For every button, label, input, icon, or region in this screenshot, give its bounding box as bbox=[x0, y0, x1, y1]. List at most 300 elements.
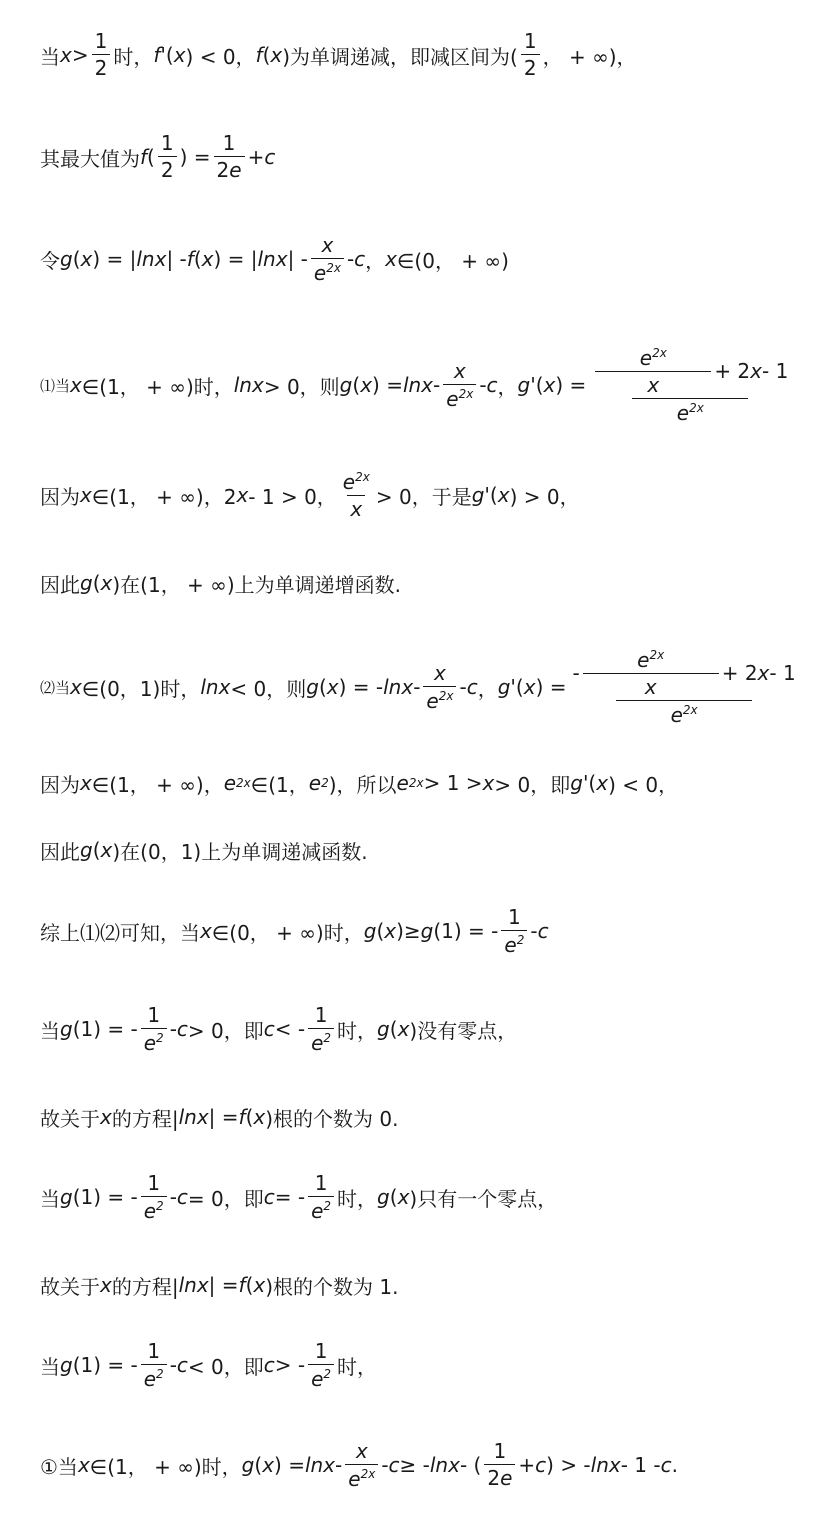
var-c: c bbox=[176, 1017, 188, 1041]
numerator: 1 bbox=[147, 1338, 161, 1363]
text: ( bbox=[262, 43, 271, 67]
den-coef: 2 bbox=[216, 158, 230, 182]
text: 综上⑴⑵可知，当 bbox=[40, 920, 200, 945]
text: ∈(1， + ∞)时， bbox=[89, 1454, 242, 1479]
text: ∈(1， bbox=[250, 772, 309, 797]
exponent: 2 bbox=[156, 1198, 164, 1213]
text: < 0，即 bbox=[187, 1354, 264, 1379]
inner-numerator bbox=[634, 649, 667, 673]
text: ( bbox=[245, 1105, 254, 1129]
line-9 bbox=[40, 805, 810, 895]
fraction-x-over-e2x bbox=[443, 358, 476, 411]
denominator bbox=[308, 1196, 334, 1222]
den-e: e bbox=[426, 688, 439, 713]
var-g: g bbox=[377, 1185, 390, 1209]
text: ) = | bbox=[213, 247, 258, 271]
den-e: e bbox=[313, 260, 327, 285]
numerator: 1 bbox=[314, 1338, 328, 1363]
text: - bbox=[479, 373, 487, 397]
fraction-one-over-e2 bbox=[141, 1170, 167, 1223]
text: ①当 bbox=[40, 1454, 78, 1479]
exponent: 2x bbox=[438, 688, 454, 703]
var-x: x bbox=[173, 43, 186, 67]
text: ) > 0， bbox=[509, 484, 580, 509]
numerator: 1 bbox=[222, 131, 236, 155]
var-x: x bbox=[596, 771, 609, 795]
text: )根的个数为 0. bbox=[265, 1106, 399, 1131]
text: ∈(1， + ∞)，2 bbox=[91, 484, 237, 509]
text: ， + ∞)， bbox=[542, 44, 637, 69]
denominator bbox=[423, 686, 456, 712]
line-11 bbox=[40, 984, 810, 1074]
line-6 bbox=[40, 538, 810, 628]
text: - 1 - bbox=[620, 1453, 661, 1477]
var-g: g bbox=[80, 571, 93, 595]
numerator: 1 bbox=[94, 29, 108, 53]
text: ) = bbox=[555, 373, 587, 397]
fraction-one-half bbox=[158, 133, 177, 181]
fraction-e2x-over-x bbox=[340, 471, 373, 520]
fraction-one-over-2e bbox=[484, 1441, 515, 1489]
text: (1) = - bbox=[72, 1353, 138, 1377]
text: 当 bbox=[40, 1186, 60, 1211]
var-g: g bbox=[60, 1017, 73, 1041]
text: ( bbox=[92, 838, 101, 862]
denominator bbox=[443, 384, 476, 410]
text: )在(1， + ∞)上为单调递增函数. bbox=[112, 572, 401, 597]
exponent: 2x bbox=[652, 345, 667, 360]
denominator bbox=[484, 1464, 515, 1489]
text: '( bbox=[582, 771, 597, 795]
exponent: 2x bbox=[236, 776, 251, 790]
text: > 0，于是 bbox=[375, 484, 472, 509]
den-e: e bbox=[504, 932, 517, 957]
text: '( bbox=[484, 483, 498, 507]
text: 因此 bbox=[40, 572, 80, 597]
var-f: f bbox=[140, 145, 148, 169]
denominator bbox=[345, 1464, 378, 1490]
var-x: x bbox=[482, 771, 495, 795]
var-x: x bbox=[397, 1185, 410, 1209]
text: ( bbox=[147, 145, 155, 169]
text: ∈(0， + ∞)时， bbox=[211, 920, 364, 945]
text: ( bbox=[389, 1017, 398, 1041]
text: 时， bbox=[337, 1186, 378, 1211]
text: 因此 bbox=[40, 839, 80, 864]
text: ) < 0， bbox=[608, 772, 679, 797]
text: ( bbox=[72, 247, 81, 271]
text: ∈(1， + ∞)时， bbox=[81, 374, 234, 399]
text: < 0，则 bbox=[230, 676, 307, 701]
text: - bbox=[530, 919, 538, 943]
text: 的方程| bbox=[111, 1106, 179, 1131]
text: ， bbox=[477, 676, 498, 701]
exponent: 2x bbox=[408, 776, 424, 790]
inner-denominator: x bbox=[583, 673, 719, 698]
exponent: 2x bbox=[682, 702, 698, 717]
line-13 bbox=[40, 1152, 810, 1242]
text: = 0，即 bbox=[187, 1186, 264, 1211]
text: ( bbox=[193, 247, 202, 271]
denominator: 2 bbox=[158, 156, 177, 181]
line-3 bbox=[40, 214, 810, 304]
numerator: 1 bbox=[314, 1170, 328, 1195]
numerator: 1 bbox=[147, 1170, 161, 1195]
lnx: lnx bbox=[429, 1453, 460, 1477]
line-16 bbox=[40, 1420, 810, 1510]
text: '( bbox=[510, 675, 524, 699]
var-x: x bbox=[326, 675, 339, 699]
var-g: g bbox=[241, 1453, 255, 1477]
denominator: 2 bbox=[521, 54, 540, 79]
text: + 2 bbox=[714, 358, 751, 383]
var-x: x bbox=[384, 919, 397, 943]
text: < - bbox=[274, 1017, 306, 1041]
lnx: lnx bbox=[402, 373, 434, 397]
var-g: g bbox=[60, 247, 73, 271]
exponent: 2x bbox=[649, 647, 665, 662]
text: | = bbox=[208, 1273, 239, 1297]
fraction-one-over-e2 bbox=[308, 1170, 334, 1223]
den-e: e bbox=[143, 1030, 157, 1055]
text: ( bbox=[245, 1273, 254, 1297]
inner-fraction bbox=[595, 347, 711, 396]
var-x: x bbox=[70, 675, 82, 699]
denominator bbox=[308, 1028, 334, 1054]
numerator: 1 bbox=[508, 904, 521, 929]
den-e: e bbox=[143, 1366, 157, 1391]
text: )为单调递减，即减区间为( bbox=[282, 44, 518, 69]
var-x: x bbox=[757, 660, 770, 685]
var-g: g bbox=[497, 675, 511, 699]
text: ( bbox=[352, 373, 361, 397]
text: + 2 bbox=[721, 660, 758, 685]
var-c: c bbox=[535, 1453, 547, 1477]
text: ) < 0， bbox=[185, 44, 256, 69]
denominator bbox=[311, 258, 344, 284]
var-g: g bbox=[471, 483, 485, 507]
var-c: c bbox=[388, 1453, 400, 1477]
exponent: 2x bbox=[355, 469, 370, 484]
text: > 1 > bbox=[423, 771, 483, 795]
var-e: e bbox=[223, 771, 237, 795]
var-c: c bbox=[354, 247, 366, 271]
text: (1) = - bbox=[72, 1185, 138, 1209]
text: - 1 bbox=[762, 358, 789, 383]
text: 时， bbox=[337, 1354, 378, 1379]
text: - bbox=[572, 660, 580, 685]
lnx: lnx bbox=[257, 247, 288, 271]
line-14 bbox=[40, 1240, 810, 1330]
var-x: x bbox=[70, 373, 82, 397]
exponent: 2 bbox=[516, 932, 525, 947]
inner-fraction bbox=[583, 649, 719, 698]
var-x: x bbox=[360, 373, 373, 397]
var-f: f bbox=[238, 1273, 246, 1297]
text: 因为 bbox=[40, 772, 80, 797]
text: (1) = - bbox=[433, 919, 499, 943]
var-g: g bbox=[339, 373, 353, 397]
text: | = bbox=[208, 1105, 239, 1129]
lnx: lnx bbox=[590, 1453, 621, 1477]
denominator: 2 bbox=[92, 54, 111, 79]
denominator bbox=[141, 1196, 167, 1222]
var-f: f bbox=[186, 247, 194, 271]
inner-e: e bbox=[637, 647, 650, 672]
exponent: 2x bbox=[458, 386, 474, 401]
var-c: c bbox=[263, 1017, 275, 1041]
numerator: 1 bbox=[493, 1439, 507, 1463]
text: 故关于 bbox=[40, 1106, 100, 1131]
var-e: e bbox=[308, 771, 322, 795]
text: ∈(1， + ∞)， bbox=[91, 772, 224, 797]
numerator: 1 bbox=[147, 1002, 161, 1027]
text: > bbox=[71, 43, 89, 67]
exponent: 2 bbox=[156, 1366, 164, 1381]
var-x: x bbox=[60, 43, 72, 67]
text: '( bbox=[160, 43, 174, 67]
inner-denominator: x bbox=[595, 371, 711, 396]
text: . bbox=[671, 1453, 678, 1477]
lnx: lnx bbox=[136, 247, 167, 271]
var-x: x bbox=[236, 483, 249, 507]
text: '( bbox=[530, 373, 544, 397]
var-f: f bbox=[255, 43, 263, 67]
exponent: 2 bbox=[323, 1030, 332, 1045]
var-x: x bbox=[100, 838, 113, 862]
text: - bbox=[346, 247, 355, 271]
text: ⑵当 bbox=[40, 678, 71, 697]
text: > 0，即 bbox=[494, 772, 571, 797]
den-e: e bbox=[229, 158, 242, 182]
text: 当 bbox=[40, 44, 60, 69]
var-x: x bbox=[100, 571, 113, 595]
fraction-x-over-e2x bbox=[423, 660, 456, 713]
text: ( bbox=[389, 1185, 398, 1209]
denominator bbox=[632, 398, 748, 424]
den-e: e bbox=[670, 702, 683, 727]
text: | - bbox=[166, 247, 187, 271]
fraction-one-over-e2 bbox=[141, 1002, 167, 1055]
inner-e: e bbox=[639, 345, 653, 370]
var-c: c bbox=[466, 675, 478, 699]
text: ) = bbox=[372, 373, 403, 397]
var-g: g bbox=[570, 771, 583, 795]
numerator: x bbox=[453, 358, 466, 383]
text: - 1 > 0， bbox=[248, 484, 337, 509]
var-c: c bbox=[263, 1185, 275, 1209]
exponent: 2 bbox=[156, 1030, 164, 1045]
fraction-x-over-e2x bbox=[345, 1438, 378, 1491]
var-c: c bbox=[176, 1353, 188, 1377]
var-c: c bbox=[264, 145, 276, 169]
text: - bbox=[169, 1185, 177, 1209]
var-x: x bbox=[200, 919, 212, 943]
numerator: x bbox=[434, 660, 446, 685]
var-x: x bbox=[77, 1453, 90, 1477]
var-c: c bbox=[486, 373, 498, 397]
text: ， bbox=[497, 374, 518, 399]
text: > - bbox=[274, 1353, 306, 1377]
den-e: e bbox=[143, 1198, 157, 1223]
fraction-derivative bbox=[589, 347, 791, 424]
text: ( bbox=[318, 675, 327, 699]
var-x: x bbox=[497, 483, 510, 507]
exponent: 2x bbox=[689, 400, 704, 415]
fraction-one-half bbox=[521, 31, 540, 79]
text: )在(0，1)上为单调递减函数. bbox=[112, 839, 368, 864]
exponent: 2x bbox=[360, 1466, 376, 1481]
line-10 bbox=[40, 886, 810, 976]
num-e: e bbox=[342, 469, 356, 494]
text: ) > - bbox=[546, 1453, 591, 1477]
text: > 0，则 bbox=[263, 374, 340, 399]
text: 故关于 bbox=[40, 1274, 100, 1299]
denominator bbox=[501, 930, 527, 956]
inner-numerator bbox=[637, 347, 670, 371]
text: = - bbox=[274, 1185, 306, 1209]
var-x: x bbox=[100, 1273, 112, 1297]
text: - ( bbox=[459, 1453, 482, 1477]
exponent: 2 bbox=[321, 776, 329, 790]
fraction-one-over-e2 bbox=[308, 1002, 334, 1055]
numerator: 1 bbox=[314, 1002, 328, 1027]
numerator bbox=[589, 347, 791, 398]
text: ) = bbox=[179, 145, 211, 169]
var-g: g bbox=[420, 919, 434, 943]
text: + bbox=[518, 1453, 536, 1477]
var-x: x bbox=[80, 247, 93, 271]
denominator bbox=[141, 1364, 167, 1390]
text: + bbox=[247, 145, 265, 169]
var-x: x bbox=[270, 43, 283, 67]
var-g: g bbox=[60, 1185, 73, 1209]
text: ( bbox=[254, 1453, 263, 1477]
lnx: lnx bbox=[383, 675, 414, 699]
text: (1) = - bbox=[72, 1017, 138, 1041]
text: ( bbox=[92, 571, 101, 595]
fraction-one-half bbox=[92, 31, 111, 79]
text: ， bbox=[365, 248, 386, 273]
var-x: x bbox=[253, 1273, 266, 1297]
lnx: lnx bbox=[200, 675, 231, 699]
denominator bbox=[214, 156, 245, 181]
var-x: x bbox=[80, 771, 92, 795]
text: ) = - bbox=[338, 675, 384, 699]
lnx: lnx bbox=[178, 1105, 209, 1129]
var-g: g bbox=[377, 1017, 390, 1041]
text: 当 bbox=[40, 1018, 60, 1043]
var-x: x bbox=[543, 373, 556, 397]
text: 时， bbox=[337, 1018, 378, 1043]
text: | - bbox=[287, 247, 308, 271]
var-x: x bbox=[100, 1105, 112, 1129]
line-4 bbox=[40, 330, 810, 440]
line-1 bbox=[40, 10, 810, 100]
text: )≥ bbox=[396, 919, 421, 943]
lnx: lnx bbox=[233, 373, 264, 397]
var-x: x bbox=[385, 247, 397, 271]
exponent: 2 bbox=[323, 1366, 332, 1381]
text: - bbox=[169, 1353, 177, 1377]
numerator: x bbox=[355, 1438, 368, 1463]
line-2 bbox=[40, 112, 810, 202]
fraction-one-over-e2 bbox=[141, 1338, 167, 1391]
text: 当 bbox=[40, 1354, 60, 1379]
text: ) = | bbox=[92, 247, 137, 271]
var-x: x bbox=[201, 247, 214, 271]
text: ) = bbox=[274, 1453, 305, 1477]
text: - bbox=[335, 1453, 343, 1477]
var-c: c bbox=[176, 1185, 188, 1209]
text: ∈(0，1)时， bbox=[81, 676, 201, 701]
denominator bbox=[141, 1028, 167, 1054]
var-g: g bbox=[306, 675, 319, 699]
text: > 0，即 bbox=[187, 1018, 264, 1043]
var-x: x bbox=[523, 675, 536, 699]
text: ∈(0， + ∞) bbox=[397, 248, 509, 273]
exponent: 2 bbox=[323, 1198, 332, 1213]
var-g: g bbox=[60, 1353, 73, 1377]
text: 其最大值为 bbox=[40, 146, 140, 171]
var-g: g bbox=[80, 838, 93, 862]
var-x: x bbox=[80, 483, 92, 507]
var-x: x bbox=[262, 1453, 275, 1477]
var-g: g bbox=[517, 373, 531, 397]
fraction-derivative bbox=[569, 649, 798, 726]
den-e: e bbox=[676, 400, 690, 425]
text: - bbox=[169, 1017, 177, 1041]
numerator bbox=[340, 471, 373, 495]
text: - bbox=[459, 675, 467, 699]
var-c: c bbox=[537, 919, 549, 943]
var-c: c bbox=[263, 1353, 275, 1377]
line-5 bbox=[40, 450, 810, 540]
numerator: 1 bbox=[523, 29, 537, 53]
den-e: e bbox=[311, 1030, 324, 1055]
text: 令 bbox=[40, 248, 60, 273]
var-e: e bbox=[396, 771, 409, 795]
den-e: e bbox=[311, 1366, 324, 1391]
fraction-one-over-e2 bbox=[501, 904, 527, 957]
text: - bbox=[433, 373, 441, 397]
text: 因为 bbox=[40, 484, 80, 509]
den-e: e bbox=[446, 386, 459, 411]
numerator bbox=[569, 649, 798, 700]
text: )根的个数为 1. bbox=[265, 1274, 399, 1299]
exponent: 2x bbox=[326, 260, 341, 275]
denominator bbox=[308, 1364, 334, 1390]
den-e: e bbox=[500, 1466, 513, 1490]
fraction-x-over-e2x bbox=[311, 232, 344, 285]
line-7 bbox=[40, 632, 810, 742]
text: 时， bbox=[113, 44, 154, 69]
text: )只有一个零点， bbox=[409, 1186, 558, 1211]
text: - 1 bbox=[769, 660, 796, 685]
text: ≥ - bbox=[399, 1453, 430, 1477]
lnx: lnx bbox=[304, 1453, 336, 1477]
denominator bbox=[616, 700, 752, 726]
den-e: e bbox=[348, 1466, 361, 1491]
text: - bbox=[413, 675, 421, 699]
var-x: x bbox=[750, 358, 762, 383]
var-x: x bbox=[397, 1017, 410, 1041]
lnx: lnx bbox=[178, 1273, 209, 1297]
text: ) = bbox=[535, 675, 567, 699]
numerator: 1 bbox=[160, 131, 174, 155]
text: - bbox=[381, 1453, 389, 1477]
line-15 bbox=[40, 1320, 810, 1410]
